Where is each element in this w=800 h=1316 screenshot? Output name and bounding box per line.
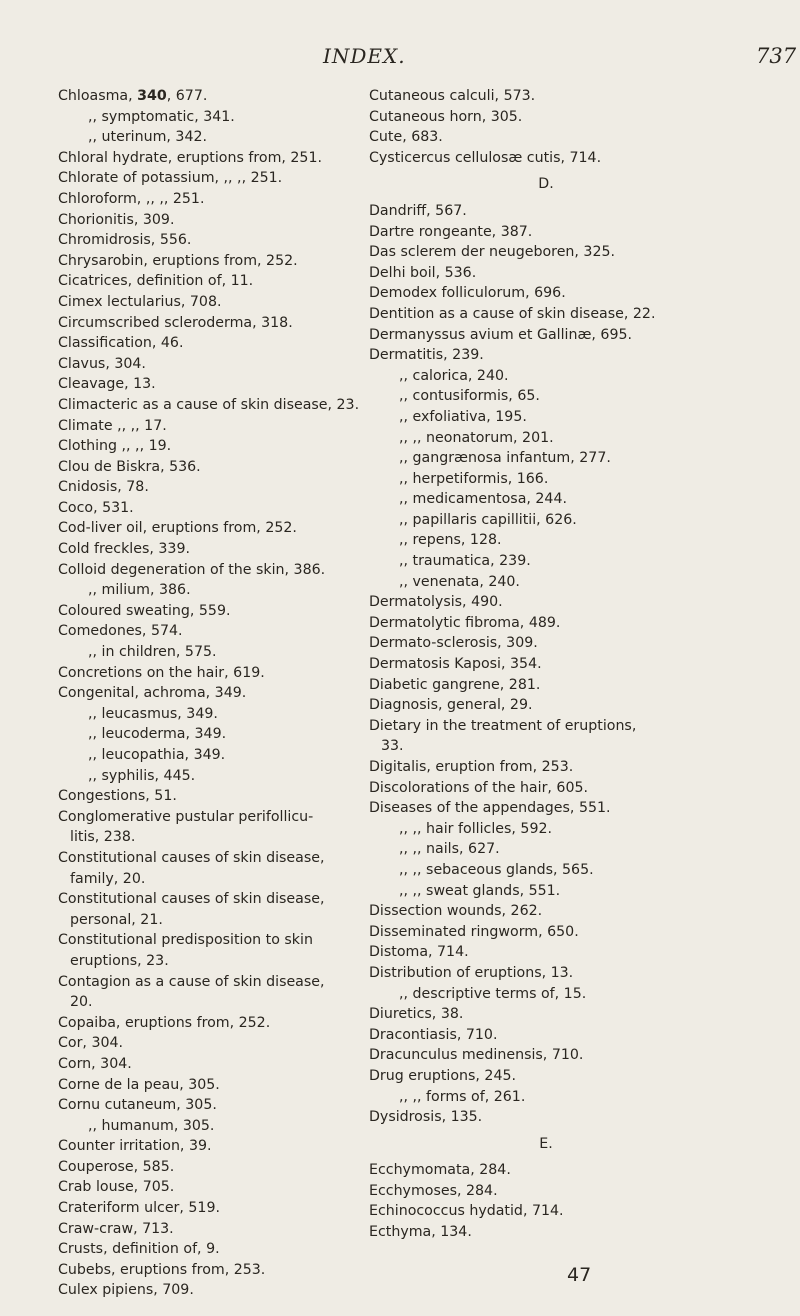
entry-text: Cute, 683. — [369, 129, 443, 146]
index-subentry — [58, 580, 376, 601]
index-entry — [369, 901, 723, 922]
index-subentry — [369, 366, 723, 387]
index-subentry — [58, 766, 376, 787]
index-entry — [369, 1160, 723, 1181]
index-entry — [58, 518, 376, 539]
index-entry — [58, 313, 376, 334]
index-entry — [369, 222, 723, 243]
entry-text: Diuretics, 38. — [369, 1006, 464, 1023]
index-entry — [58, 498, 376, 519]
index-entry — [58, 1054, 376, 1075]
entry-text: Chloral hydrate, eruptions from, 251. — [58, 149, 322, 166]
index-entry — [369, 1066, 723, 1087]
entry-text: ,, ,, sebaceous glands, 565. — [399, 861, 594, 878]
entry-text: Constitutional predisposition to skin — [58, 932, 313, 949]
entry-text: Drug eruptions, 245. — [369, 1067, 517, 1084]
entry-text: Clothing ,, ,, 19. — [58, 438, 172, 455]
index-column-right — [369, 86, 723, 1243]
index-subentry — [369, 428, 723, 449]
entry-text: Cor, 304. — [58, 1035, 124, 1052]
index-entry — [58, 457, 376, 478]
entry-text: Climate ,, ,, 17. — [58, 417, 167, 434]
index-entry — [58, 889, 376, 910]
index-entry — [58, 86, 376, 107]
entry-text: Clavus, 304. — [58, 355, 146, 372]
index-entry — [58, 333, 376, 354]
index-entry — [58, 416, 376, 437]
entry-text: Chloasma, — [58, 88, 138, 104]
running-title: INDEX. — [323, 44, 406, 68]
index-entry — [58, 148, 376, 169]
entry-text: Congestions, 51. — [58, 788, 177, 805]
index-entry — [58, 210, 376, 231]
index-entry — [58, 1157, 376, 1178]
index-subentry — [58, 1116, 376, 1137]
entry-text: Distoma, 714. — [369, 944, 469, 961]
entry-text: Comedones, 574. — [58, 623, 183, 640]
entry-text: ,, symptomatic, 341. — [88, 108, 235, 125]
index-subentry — [369, 819, 723, 840]
entry-text: ,, ,, nails, 627. — [399, 841, 500, 858]
index-entry — [369, 148, 723, 169]
entry-text: ,, contusiformis, 65. — [399, 388, 540, 405]
index-entry — [369, 1181, 723, 1202]
index-entry — [58, 848, 376, 869]
index-entry — [58, 539, 376, 560]
entry-text: Dermanyssus avium et Gallinæ, 695. — [369, 326, 633, 343]
entry-continuation: personal, 21. — [70, 911, 163, 928]
index-entry — [369, 1107, 723, 1128]
entry-text: Chloroform, ,, ,, 251. — [58, 190, 205, 207]
entry-text: Dartre rongeante, 387. — [369, 223, 533, 240]
index-subentry — [369, 860, 723, 881]
entry-text: ,, leucasmus, 349. — [88, 705, 218, 722]
entry-text: Coco, 531. — [58, 499, 134, 516]
entry-text: Dermatitis, 239. — [369, 347, 484, 364]
index-subentry — [58, 107, 376, 128]
index-entry — [369, 263, 723, 284]
index-entry — [58, 395, 376, 416]
index-entry — [369, 1025, 723, 1046]
entry-text: ,, calorica, 240. — [399, 367, 509, 384]
index-subentry — [369, 839, 723, 860]
entry-continuation: litis, 238. — [70, 829, 136, 846]
entry-text: ,, in children, 575. — [88, 644, 217, 661]
page-header — [0, 44, 800, 74]
index-entry — [58, 477, 376, 498]
entry-text: Ecthyma, 134. — [369, 1224, 472, 1241]
entry-text: Conglomerative pustular perifollicu- — [58, 808, 314, 825]
index-entry — [58, 1033, 376, 1054]
index-entry — [369, 107, 723, 128]
entry-text: ,, humanum, 305. — [88, 1117, 215, 1134]
entry-text: Echinococcus hydatid, 714. — [369, 1203, 564, 1220]
entry-text: Disseminated ringworm, 650. — [369, 923, 579, 940]
entry-text: ,, ,, hair follicles, 592. — [399, 820, 553, 837]
index-subentry — [369, 448, 723, 469]
index-subentry — [58, 127, 376, 148]
entry-text: ,, leucoderma, 349. — [88, 726, 227, 743]
index-entry — [58, 1219, 376, 1240]
entry-text: Circumscribed scleroderma, 318. — [58, 314, 293, 331]
index-entry — [58, 168, 376, 189]
entry-text: Distribution of eruptions, 13. — [369, 964, 574, 981]
entry-text: Chromidrosis, 556. — [58, 232, 192, 249]
entry-text: Dysidrosis, 135. — [369, 1109, 483, 1126]
entry-text: Corn, 304. — [58, 1055, 132, 1072]
entry-text: ,, syphilis, 445. — [88, 767, 196, 784]
index-subentry — [369, 386, 723, 407]
index-entry — [369, 242, 723, 263]
entry-text: Cubebs, eruptions from, 253. — [58, 1261, 266, 1278]
entry-text: ,, repens, 128. — [399, 532, 502, 549]
index-entry — [369, 304, 723, 325]
entry-text: Cnidosis, 78. — [58, 479, 149, 496]
index-entry — [369, 345, 723, 366]
index-entry — [369, 613, 723, 634]
entry-text: ,, papillaris capillitii, 626. — [399, 511, 577, 528]
entry-text: Colloid degeneration of the skin, 386. — [58, 561, 326, 578]
index-entry — [58, 436, 376, 457]
entry-text: Climacteric as a cause of skin disease, 23. — [58, 396, 360, 413]
entry-text: Delhi boil, 536. — [369, 264, 477, 281]
index-entry — [58, 786, 376, 807]
entry-text: Couperose, 585. — [58, 1158, 175, 1175]
entry-text: Crusts, definition of, 9. — [58, 1241, 220, 1258]
entry-text: Cod-liver oil, eruptions from, 252. — [58, 520, 297, 537]
entry-text: Constitutional causes of skin disease, — [58, 891, 325, 908]
entry-text: ,, milium, 386. — [88, 582, 191, 599]
index-entry — [369, 778, 723, 799]
entry-continuation: 33. — [381, 738, 404, 755]
section-letter: E. — [539, 1135, 553, 1152]
entry-text: Cutaneous calculi, 573. — [369, 88, 536, 104]
entry-text: Chrysarobin, eruptions from, 252. — [58, 252, 298, 269]
entry-text: ,, leucopathia, 349. — [88, 747, 226, 763]
index-entry — [58, 354, 376, 375]
index-entry — [58, 1177, 376, 1198]
entry-text: Diagnosis, general, 29. — [369, 697, 533, 714]
index-entry — [369, 654, 723, 675]
index-entry — [369, 716, 723, 737]
entry-text: ,, descriptive terms of, 15. — [399, 985, 587, 1002]
entry-text: ,, exfoliativa, 195. — [399, 408, 527, 425]
entry-text: Congenital, achroma, 349. — [58, 685, 247, 702]
index-entry — [58, 374, 376, 395]
page-number: 737 — [756, 44, 797, 68]
entry-text: Discolorations of the hair, 605. — [369, 779, 589, 796]
entry-text: Das sclerem der neugeboren, 325. — [369, 244, 616, 261]
entry-text: Copaiba, eruptions from, 252. — [58, 1014, 271, 1031]
index-entry — [369, 942, 723, 963]
index-entry — [369, 798, 723, 819]
entry-text: Cold freckles, 339. — [58, 541, 190, 558]
index-entry — [58, 972, 376, 993]
entry-text: Culex pipiens, 709. — [58, 1282, 194, 1299]
index-subentry — [369, 510, 723, 531]
index-entry — [369, 283, 723, 304]
entry-text: Diseases of the appendages, 551. — [369, 800, 611, 817]
index-entry — [58, 663, 376, 684]
index-subentry — [369, 572, 723, 593]
index-column-left — [58, 86, 376, 1301]
index-entry — [58, 1013, 376, 1034]
index-subentry — [369, 469, 723, 490]
entry-continuation: family, 20. — [70, 870, 146, 887]
entry-text: ,, ,, forms of, 261. — [399, 1088, 526, 1105]
index-entry — [58, 271, 376, 292]
entry-text: Crab louse, 705. — [58, 1179, 175, 1196]
entry-text: Cysticercus cellulosæ cutis, 714. — [369, 149, 602, 166]
index-entry — [369, 1004, 723, 1025]
entry-continuation: eruptions, 23. — [70, 952, 169, 969]
index-entry — [58, 601, 376, 622]
index-entry — [58, 1136, 376, 1157]
index-entry — [58, 1198, 376, 1219]
index-entry — [369, 1222, 723, 1243]
entry-text: ,, traumatica, 239. — [399, 553, 531, 570]
index-entry — [369, 201, 723, 222]
index-entry — [58, 1239, 376, 1260]
entry-text: ,, ,, sweat glands, 551. — [399, 882, 561, 899]
section-letter: D. — [538, 176, 554, 193]
index-subentry — [369, 530, 723, 551]
entry-text: Cornu cutaneum, 305. — [58, 1097, 217, 1114]
index-entry — [58, 189, 376, 210]
index-entry — [58, 807, 376, 828]
index-entry — [58, 621, 376, 642]
index-entry — [58, 251, 376, 272]
entry-text: Dissection wounds, 262. — [369, 903, 543, 920]
entry-bold-page: 340 — [137, 88, 167, 104]
entry-text: ,, medicamentosa, 244. — [399, 491, 567, 508]
index-entry — [369, 1201, 723, 1222]
index-entry — [369, 325, 723, 346]
index-entry — [369, 1045, 723, 1066]
entry-text: Counter irritation, 39. — [58, 1138, 212, 1155]
entry-text: Ecchymomata, 284. — [369, 1162, 511, 1179]
entry-text: Chorionitis, 309. — [58, 211, 175, 228]
entry-text: Cleavage, 13. — [58, 376, 156, 393]
entry-text: Digitalis, eruption from, 253. — [369, 759, 574, 775]
index-subentry — [369, 881, 723, 902]
index-entry — [58, 1260, 376, 1281]
entry-text: ,, uterinum, 342. — [88, 129, 208, 146]
entry-text: Craw-craw, 713. — [58, 1220, 174, 1237]
index-entry — [58, 560, 376, 581]
entry-text: Coloured sweating, 559. — [58, 602, 231, 619]
entry-pages: , 677. — [166, 88, 208, 104]
entry-text: Chlorate of potassium, ,, ,, 251. — [58, 170, 283, 187]
index-subentry — [369, 489, 723, 510]
index-entry — [58, 930, 376, 951]
index-subentry — [369, 407, 723, 428]
index-entry — [369, 922, 723, 943]
entry-text: Clou de Biskra, 536. — [58, 458, 201, 475]
index-entry — [369, 695, 723, 716]
entry-text: Constitutional causes of skin disease, — [58, 849, 325, 866]
entry-text: ,, ,, neonatorum, 201. — [399, 429, 554, 446]
index-entry — [58, 1075, 376, 1096]
entry-text: Demodex folliculorum, 696. — [369, 285, 566, 302]
entry-text: Dietary in the treatment of eruptions, — [369, 717, 637, 734]
entry-text: ,, herpetiformis, 166. — [399, 470, 549, 487]
index-entry — [369, 127, 723, 148]
index-entry — [369, 592, 723, 613]
index-subentry — [58, 745, 376, 766]
index-subentry — [369, 1087, 723, 1108]
index-entry — [369, 633, 723, 654]
index-entry — [58, 683, 376, 704]
index-subentry — [58, 642, 376, 663]
entry-text: Crateriform ulcer, 519. — [58, 1200, 220, 1217]
entry-text: Dandriff, 567. — [369, 202, 467, 219]
entry-text: Diabetic gangrene, 281. — [369, 676, 541, 693]
entry-text: Dentition as a cause of skin disease, 22. — [369, 305, 656, 322]
entry-text: Corne de la peau, 305. — [58, 1076, 220, 1093]
entry-text: Ecchymoses, 284. — [369, 1182, 498, 1199]
index-entry — [58, 1095, 376, 1116]
entry-text: Cicatrices, definition of, 11. — [58, 273, 254, 290]
entry-continuation: 20. — [70, 994, 93, 1011]
index-subentry — [369, 984, 723, 1005]
index-entry — [369, 675, 723, 696]
index-entry — [369, 86, 723, 107]
entry-text: Dracontiasis, 710. — [369, 1026, 498, 1043]
entry-text: ,, venenata, 240. — [399, 573, 520, 590]
entry-text: Concretions on the hair, 619. — [58, 664, 265, 681]
index-subentry — [369, 551, 723, 572]
entry-text: Cutaneous horn, 305. — [369, 108, 523, 125]
index-entry — [369, 963, 723, 984]
entry-text: Classification, 46. — [58, 335, 184, 352]
entry-text: Dracunculus medinensis, 710. — [369, 1047, 584, 1064]
signature-mark: 47 — [567, 1264, 592, 1286]
index-entry — [58, 292, 376, 313]
entry-text: Dermatolytic fibroma, 489. — [369, 614, 561, 631]
entry-text: ,, gangrænosa infantum, 277. — [399, 450, 611, 467]
index-entry — [369, 757, 723, 778]
index-subentry — [58, 704, 376, 725]
index-entry — [58, 230, 376, 251]
entry-text: Dermatolysis, 490. — [369, 594, 503, 611]
entry-text: Contagion as a cause of skin disease, — [58, 973, 325, 990]
entry-text: Dermato-sclerosis, 309. — [369, 635, 538, 652]
entry-text: Dermatosis Kaposi, 354. — [369, 656, 542, 673]
entry-text: Cimex lectularius, 708. — [58, 293, 222, 310]
index-entry — [58, 1280, 376, 1301]
index-subentry — [58, 724, 376, 745]
